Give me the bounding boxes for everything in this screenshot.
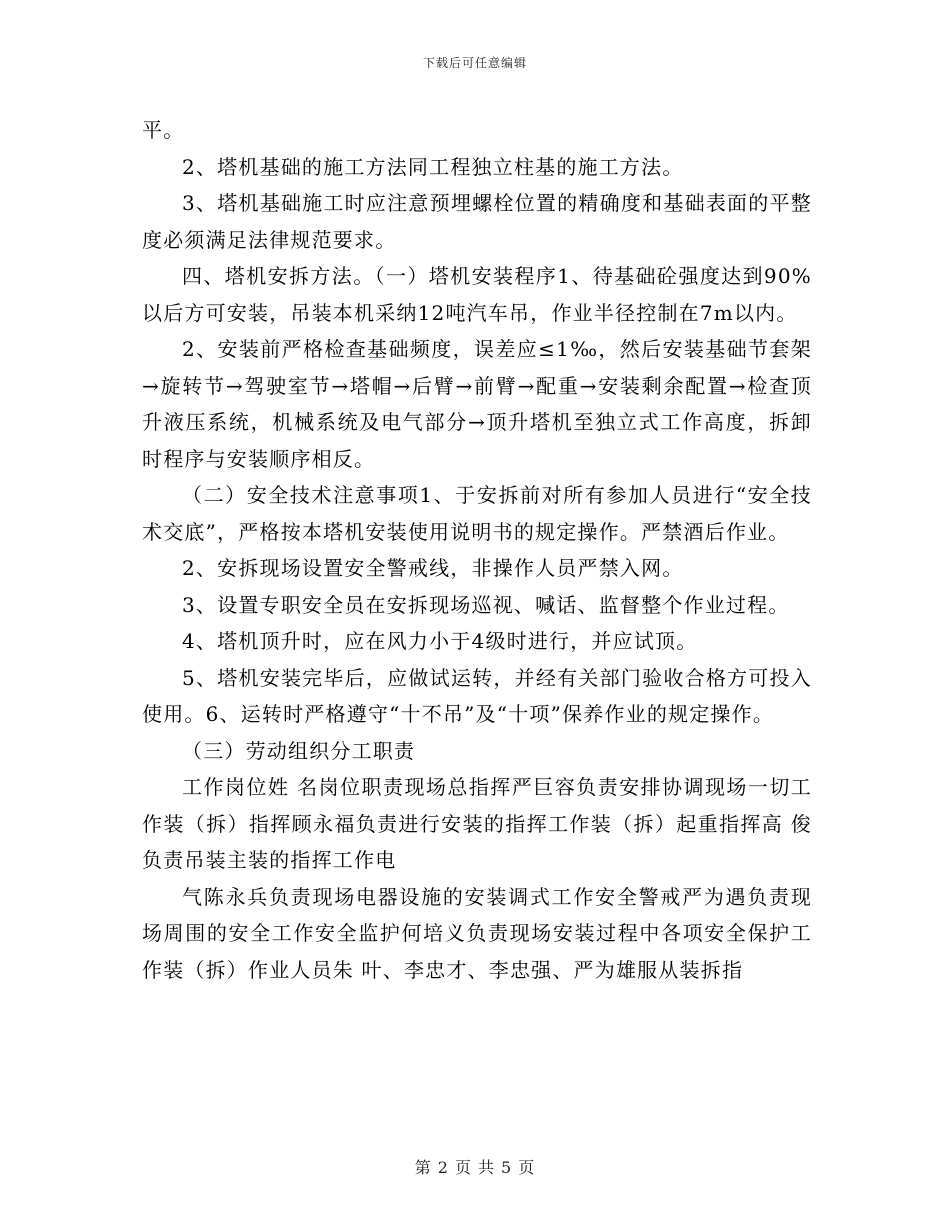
paragraph-5: 2、安装前严格检查基础频度，误差应≤1‰，然后安装基础节套架→旋转节→驾驶室节→塔帽→后臂→前臂→配重→安装剩余配置→检查顶升液压系统，机械系统及电气部分→顶升塔机至独立式工作高度，拆卸时程序与安装顺序相反。 [142, 337, 812, 471]
footer-current-page: 2 [437, 1158, 449, 1177]
paragraph-13: 气陈永兵负责现场电器设施的安装调式工作安全警戒严为遇负责现场周围的安全工作安全监护何培义负责现场安装过程中各项安全保护工作装（拆）作业人员朱 叶、李忠才、李忠强、严为雄服从装拆指 [142, 884, 812, 982]
footer-total-pages: 5 [501, 1158, 513, 1177]
footer-label-unit: 页 [454, 1158, 472, 1177]
paragraph-12: 工作岗位姓 名岗位职责现场总指挥严巨容负责安排协调现场一切工作装（拆）指挥顾永福负责进行安装的指挥工作装（拆）起重指挥高 俊负责吊装主装的指挥工作电 [142, 775, 812, 872]
page-footer [0, 1155, 950, 1178]
paragraph-11: （三）劳动组织分工职责 [182, 738, 416, 763]
page-header: 下载后可任意编辑 [422, 56, 527, 70]
footer-label-unit2: 页 [518, 1158, 536, 1177]
paragraph-1: 平。 [142, 118, 185, 142]
paragraph-4: 四、塔机安拆方法。（一）塔机安装程序1、待基础砼强度达到90%以后方可安装，吊装本机采纳12吨汽车吊，作业半径控制在7m以内。 [142, 264, 812, 325]
paragraph-6: （二）安全技术注意事项1、于安拆前对所有参加人员进行“安全技术交底”，严格按本塔机安装使用说明书的规定操作。严禁酒后作业。 [142, 483, 812, 544]
document-body [142, 112, 812, 988]
paragraph-7: 2、安拆现场设置安全警戒线，非操作人员严禁入网。 [182, 556, 684, 580]
paragraph-3: 3、塔机基础施工时应注意预埋螺栓位置的精确度和基础表面的平整度必须满足法律规范要求。 [142, 191, 812, 252]
footer-label-total: 共 [478, 1158, 496, 1177]
paragraph-8: 3、设置专职安全员在安拆现场巡视、喊话、监督整个作业过程。 [182, 592, 790, 617]
footer-label-page: 第 [414, 1158, 432, 1177]
paragraph-10: 5、塔机安装完毕后，应做试运转，并经有关部门验收合格方可投入使用。6、运转时严格遵守“十不吊”及“十项”保养作业的规定操作。 [142, 665, 812, 726]
paragraph-2: 2、塔机基础的施工方法同工程独立柱基的施工方法。 [182, 154, 684, 179]
paragraph-9: 4、塔机顶升时，应在风力小于4级时进行，并应试顶。 [182, 629, 698, 653]
